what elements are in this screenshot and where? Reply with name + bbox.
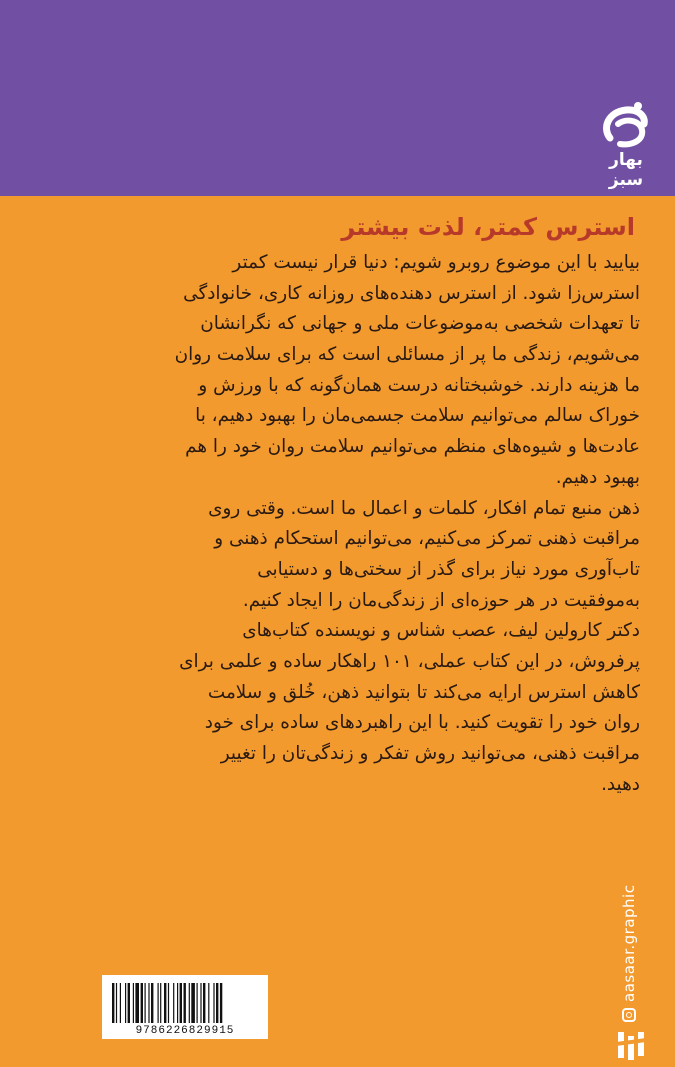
top-color-band [0, 0, 675, 196]
blurb-line: استرس‌زا شود. از استرس دهنده‌های روزانه کاری، خانوادگی [183, 282, 640, 304]
publisher-logo [590, 98, 662, 190]
blurb-line: تا تعهدات شخصی به‌موضوعات ملی و جهانی که نگرانشان [200, 313, 640, 335]
blurb-line: بیایید با این موضوع روبرو شویم: دنیا قرار نیست کمتر [232, 252, 640, 273]
barcode-bars [112, 983, 258, 1023]
blurb-line: مراقبت ذهنی تمرکز می‌کنیم، می‌توانیم استحکام ذهنی و [214, 528, 640, 550]
blurb-line: دکتر کارولین لیف، عصب شناس و نویسنده کتاب‌های [242, 620, 640, 642]
blurb-line: بهبود دهیم. [555, 466, 640, 488]
blurb-line: روان خود را تقویت کنید. با این راهبردهای ساده برای خود [204, 712, 640, 734]
blurb-line: می‌شویم، زندگی ما پر از مسائلی است که برای سلامت روان [174, 344, 640, 366]
blurb-line: دهید. [601, 773, 640, 795]
blurb-line: مراقبت ذهنی، می‌توانید روش تفکر و زندگی‌تان را تغییر [220, 743, 640, 764]
publisher-name: بهار سبز [608, 150, 644, 190]
designer-credit [620, 885, 638, 1022]
book-title: استرس کمتر، لذت بیشتر [341, 213, 635, 241]
blurb-line: کاهش استرس ارایه می‌کند تا بتوانید ذهن، خُلق و سلامت [207, 681, 640, 703]
isbn-number: 9786226829915 [135, 1025, 235, 1037]
isbn-barcode [102, 975, 268, 1039]
designer-handle: aasaar.graphic [620, 884, 638, 1002]
blurb-line: ذهن منبع تمام افکار، کلمات و اعمال ما است. وقتی روی [208, 497, 640, 519]
aasaar-logo-icon [614, 1028, 648, 1064]
blurb-line: ما هزینه دارند. خوشبختانه درست همان‌گونه که با ورزش و [198, 374, 640, 396]
blurb-line: عادت‌ها و شیوه‌های منظم می‌توانیم سلامت روان خود را هم [185, 436, 640, 458]
publisher-swirl-icon [598, 98, 654, 150]
blurb-line: تاب‌آوری مورد نیاز برای گذر از سختی‌ها و دستیابی [257, 558, 640, 580]
blurb-line: پرفروش، در این کتاب عملی، ۱۰۱ راهکار ساده و علمی برای [179, 650, 640, 672]
back-cover-blurb [36, 248, 640, 800]
instagram-icon [622, 1008, 636, 1022]
blurb-line: به‌موفقیت در هر حوزه‌ای از زندگی‌مان را ایجاد کنیم. [242, 589, 640, 611]
blurb-line: خوراک سالم می‌توانیم سلامت جسمی‌مان را بهبود دهیم، با [195, 405, 640, 427]
